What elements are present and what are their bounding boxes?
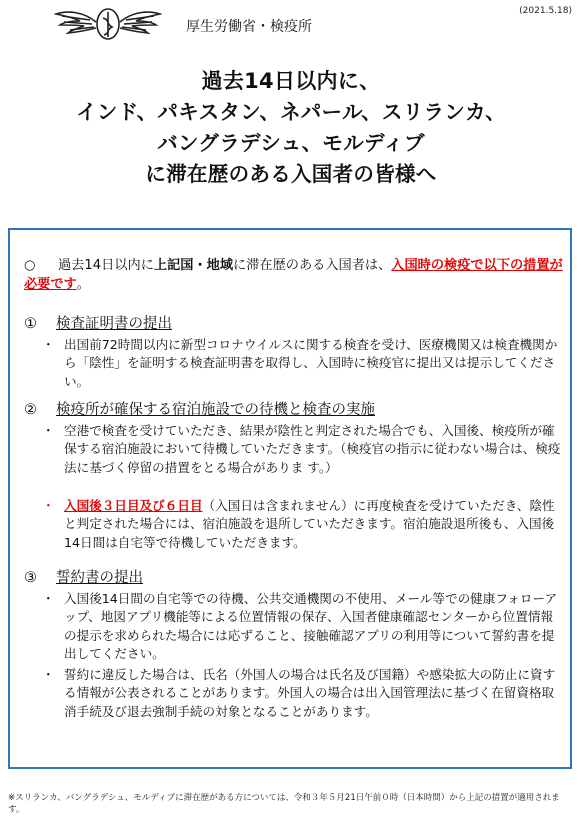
list-item (42, 666, 562, 721)
section-number: ① (24, 316, 37, 332)
title-line-2: インド、パキスタン、ネパール、スリランカ、 (76, 100, 506, 124)
bullet-text: 空港で検査を受けていただき、結果が陰性と判定された場合でも、入国後、検疫所が確保する宿泊施設において待機していただきます。（検疫官の指示に従わない場合は、検疫法に基づく停留の措置をとる場合がありま す。） (64, 423, 561, 475)
list-item (42, 497, 562, 552)
bullet-text-rest: （入国日は含まれません）に再度検査を受けていただき、陰性と判定された場合には、宿泊施設を退所していただきます。宿泊施設退所後も、入国後14日間は自宅等で待機していただきます。 (64, 498, 555, 550)
list-item (42, 422, 562, 477)
page-title (0, 66, 582, 190)
title-line-1: 過去14日以内に、 (201, 69, 381, 93)
lead-text-regions: 上記国・地域 (153, 258, 234, 273)
title-line-4: に滞在歴のある入国者の皆様へ (145, 162, 437, 186)
quarantine-winged-emblem-icon (54, 4, 162, 44)
section-title: 誓約書の提出 (56, 570, 143, 586)
bullet-highlight: 入国後３日目及び６日目 (64, 498, 203, 513)
section-number: ② (24, 402, 37, 418)
section-title: 検疫所が確保する宿泊施設での待機と検査の実施 (56, 402, 375, 418)
organization-name: 厚生労働省・検疫所 (186, 19, 312, 35)
section-heading-3 (24, 566, 143, 587)
title-line-3: バングラデシュ、モルディブ (157, 131, 425, 155)
section-number: ③ (24, 570, 37, 586)
section-heading-1 (24, 312, 172, 333)
footnote: ※スリランカ、バングラデシュ、モルディブに滞在歴がある方については、令和３年５月21日午前０時（日本時間）から上記の措置が適用されます。 (8, 793, 560, 815)
circle-marker: ○ (24, 258, 36, 273)
bullet-text: 出国前72時間以内に新型コロナウイルスに関する検査を受け、医療機関又は検査機関から「陰性」を証明する検査証明書を取得し、入国時に検疫官に提出又は提示してください。 (64, 337, 558, 389)
list-item (42, 590, 562, 663)
bullet-dot: ・ (42, 423, 55, 438)
lead-text-5: 。 (76, 277, 90, 292)
lead-text-1: 過去14日以内に (58, 258, 154, 273)
bullet-text (64, 497, 562, 552)
section-heading-2 (24, 398, 375, 419)
lead-text-3: に滞在歴のある入国者は、 (233, 258, 392, 273)
section-title: 検査証明書の提出 (56, 316, 172, 332)
lead-paragraph (24, 256, 564, 294)
date-label: (2021.5.18) (519, 6, 572, 16)
bullet-dot: ・ (42, 498, 55, 513)
bullet-text: 入国後14日間の自宅等での待機、公共交通機関の不使用、メール等での健康フォローアップ、地図アプリ機能等による位置情報の保存、入国者健康確認センターから位置情報の提示を求められた場合には応ずること、接触確認アプリの利用等について誓約書を提出してください。 (64, 591, 558, 661)
lead-text-required-measures: 入国時の検疫で以下の措置が必要です (24, 258, 563, 292)
bullet-dot: ・ (42, 337, 55, 352)
bullet-text: 誓約に違反した場合は、氏名（外国人の場合は氏名及び国籍）や感染拡大の防止に資する情報が公表されることがあります。外国人の場合は出入国管理法に基づく在留資格取消手続及び退去強制手続の対象となることがあります。 (64, 667, 556, 719)
bullet-dot: ・ (42, 667, 55, 682)
list-item (42, 336, 562, 391)
bullet-dot: ・ (42, 591, 55, 606)
